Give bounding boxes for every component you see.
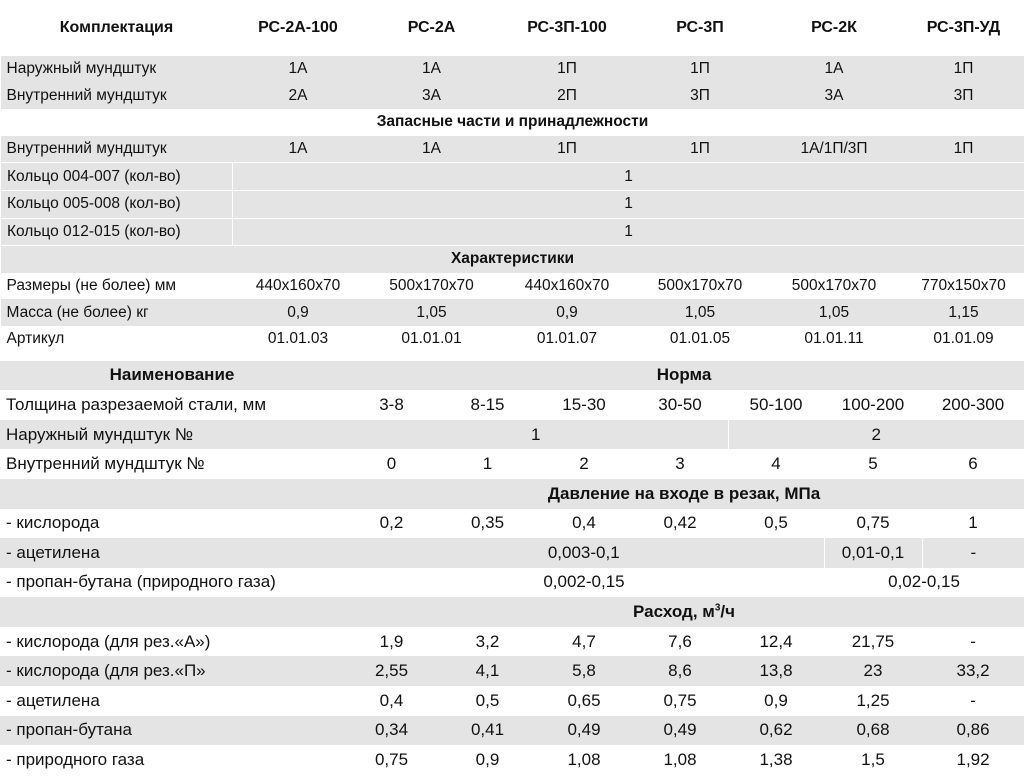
cell: 7,6	[668, 631, 692, 651]
cell: 01.01.01	[401, 330, 462, 348]
cell: 2	[871, 424, 882, 444]
cell: 1,38	[759, 750, 793, 770]
cell: 0,5	[764, 513, 788, 533]
cell: 1	[233, 163, 1024, 191]
cell: 1П	[953, 140, 974, 158]
cell: 0	[386, 454, 397, 474]
cell: 8-15	[470, 394, 505, 414]
row-label: Кольцо 004-007 (кол-во)	[1, 163, 233, 191]
cell: 1	[482, 454, 493, 474]
cell: 0,9	[475, 750, 500, 770]
cell: 33,2	[956, 661, 990, 681]
row-label: Наружный мундштук №	[6, 424, 194, 444]
table-row	[0, 361, 1024, 391]
cell: 1,05	[684, 303, 716, 321]
cell: 500х170х70	[389, 277, 474, 295]
table-row	[1, 83, 1024, 110]
cell: 1П	[953, 60, 974, 78]
table-row	[0, 656, 1024, 686]
cell: 4,1	[475, 661, 500, 681]
cell: 3А	[422, 86, 441, 104]
blank-cell	[0, 597, 344, 627]
table-row	[1, 273, 1024, 300]
cell: 0,9	[287, 303, 309, 321]
cell: 1А	[288, 140, 308, 158]
row-label: - ацетилена	[6, 542, 100, 562]
row-label: Внутренний мундштук	[6, 140, 167, 158]
cell: 770х150х70	[921, 277, 1006, 295]
cutting-parameters-table	[0, 361, 1024, 775]
cell: 3П	[953, 86, 974, 104]
table-row	[1, 218, 1024, 246]
cell: 3А	[824, 86, 844, 104]
cell: 100-200	[841, 394, 905, 414]
row-label: Наружный мундштук	[6, 60, 157, 78]
row-label: Толщина разрезаемой стали, мм	[6, 394, 267, 414]
table-row	[0, 449, 1024, 479]
cell: 200-300	[941, 394, 1005, 414]
cell: 0,9	[556, 303, 578, 321]
table-row	[1, 163, 1024, 191]
equipment-table	[0, 0, 1024, 353]
cell: 3-8	[379, 394, 404, 414]
section-title-spare-parts: Запасные части и принадлежности	[376, 113, 649, 131]
cell: 12,4	[759, 631, 793, 651]
table-gap	[0, 353, 1024, 361]
cell: 1,08	[567, 750, 601, 770]
norm-header: Норма	[656, 365, 712, 385]
table-row	[0, 745, 1024, 775]
cell: 30-50	[658, 394, 702, 414]
cell: 01.01.09	[933, 330, 994, 348]
cell: 01.01.11	[804, 330, 864, 348]
cell: 0,68	[856, 720, 890, 740]
cell: 1,92	[956, 750, 990, 770]
cell: 3	[675, 454, 685, 474]
flow-header-sup: 3	[714, 602, 721, 614]
cell: 0,2	[379, 513, 404, 533]
blank-cell	[0, 479, 344, 509]
cell: 0,4	[572, 513, 596, 533]
cell: 1П	[557, 60, 577, 78]
cell: 0,75	[663, 690, 697, 710]
row-label: Кольцо 012-015 (кол-во)	[1, 218, 233, 246]
table-row	[0, 686, 1024, 716]
row-label: Масса (не более) кг	[6, 303, 149, 321]
cell: 0,003-0,1	[344, 538, 824, 568]
table-row	[1, 190, 1024, 218]
flow-header	[344, 597, 1024, 627]
cell: 0,002-0,15	[543, 572, 625, 592]
cell: 2	[579, 454, 589, 474]
name-header: Наименование	[109, 365, 235, 385]
row-label: - кислорода	[6, 513, 100, 533]
cell: 1,08	[663, 750, 697, 770]
cell: 0,75	[374, 750, 409, 770]
cell: 4,7	[572, 631, 596, 651]
table-row	[0, 538, 1024, 568]
table-row	[0, 716, 1024, 746]
cell: 0,62	[759, 720, 793, 740]
row-label: - пропан-бутана (природного газа)	[6, 572, 276, 592]
table-row	[0, 568, 1024, 598]
row-label: Размеры (не более) мм	[6, 277, 177, 295]
cell: 0,34	[374, 720, 409, 740]
model-header: РС-3П-100	[527, 19, 607, 36]
table-row	[0, 509, 1024, 539]
cell: 5	[868, 454, 878, 474]
col-header-complete-set: Комплектация	[59, 19, 174, 36]
flow-header-main: Расход, м	[633, 602, 715, 622]
table-row	[1, 299, 1024, 326]
section-row	[1, 109, 1024, 136]
cell: 0,4	[379, 690, 404, 710]
table-row	[1, 326, 1024, 353]
cell: 1П	[557, 140, 577, 158]
section-row	[0, 597, 1024, 627]
cell: 1,15	[948, 303, 979, 321]
cell: 1А	[422, 140, 441, 158]
cell: -	[970, 690, 976, 710]
cell: 0,65	[567, 690, 601, 710]
table-row	[1, 56, 1024, 83]
cell: 6	[968, 454, 978, 474]
cell: 1П	[690, 140, 710, 158]
cell: -	[970, 542, 977, 562]
cell: 23	[863, 661, 883, 681]
cell: 3П	[690, 86, 710, 104]
cell: 0,02-0,15	[888, 572, 960, 592]
cell: 4	[771, 454, 781, 474]
cell: 2П	[557, 86, 577, 104]
cell: 0,01-0,1	[824, 538, 922, 568]
cell: 0,9	[764, 690, 788, 710]
row-label: Кольцо 005-008 (кол-во)	[1, 190, 233, 218]
cell: 50-100	[749, 394, 803, 414]
row-label: Внутренний мундштук №	[6, 454, 205, 474]
cell: 440х160х70	[255, 277, 341, 295]
section-row	[1, 246, 1024, 273]
model-header: РС-2А	[407, 19, 456, 36]
table-row	[0, 390, 1024, 420]
cell: 1	[344, 420, 728, 450]
table-row	[1, 136, 1024, 163]
model-header: РС-2К	[811, 19, 857, 36]
cell: 500х170х70	[791, 277, 877, 295]
cell: 01.01.05	[669, 330, 731, 348]
table-row	[0, 627, 1024, 657]
cell: 15-30	[562, 394, 606, 414]
cell: 1А	[288, 60, 308, 78]
model-header: РС-2А-100	[258, 19, 338, 36]
row-label: - ацетилена	[6, 690, 100, 710]
cell: 0,49	[567, 720, 601, 740]
cell: 1А/1П/3П	[800, 140, 868, 158]
cell: -	[970, 631, 976, 651]
cell: 1П	[690, 60, 710, 78]
cell: 500х170х70	[657, 277, 743, 295]
flow-header-tail: /ч	[720, 602, 736, 622]
cell: 1	[968, 513, 978, 533]
model-header: РС-3П-УД	[926, 19, 1001, 36]
pressure-header: Давление на входе в резак, МПа	[547, 483, 821, 503]
cell: 2А	[288, 86, 308, 104]
section-row	[0, 479, 1024, 509]
cell: 440х160х70	[524, 277, 610, 295]
row-label: Артикул	[6, 330, 65, 348]
section-title-specs: Характеристики	[450, 250, 575, 268]
cell: 13,8	[759, 661, 793, 681]
cell: 0,49	[663, 720, 697, 740]
cell: 1А	[824, 60, 844, 78]
cell: 1,05	[416, 303, 447, 321]
cell: 01.01.07	[536, 330, 598, 348]
table-row	[0, 420, 1024, 450]
row-label: - кислорода (для рез.«А»)	[6, 631, 211, 651]
cell: 1,05	[818, 303, 850, 321]
cell: 0,42	[663, 513, 697, 533]
model-header: РС-3П	[676, 19, 724, 36]
cell: 1,5	[861, 750, 885, 770]
row-label: - природного газа	[6, 750, 145, 770]
cell: 8,6	[668, 661, 692, 681]
cell: 0,86	[956, 720, 990, 740]
cell: 1А	[422, 60, 441, 78]
row-label: - пропан-бутана	[6, 720, 132, 740]
cell: 21,75	[851, 631, 895, 651]
row-label: Внутренний мундштук	[6, 86, 167, 104]
cell: 3,2	[475, 631, 500, 651]
cell: 1,9	[379, 631, 404, 651]
cell: 2,55	[374, 661, 409, 681]
row-label: - кислорода (для рез.«П»	[6, 661, 206, 681]
cell: 01.01.03	[267, 330, 329, 348]
cell: 5,8	[572, 661, 596, 681]
cell: 0,75	[856, 513, 890, 533]
cell: 0,35	[470, 513, 505, 533]
cell: 1,25	[856, 690, 890, 710]
cell: 0,5	[475, 690, 500, 710]
cell: 0,41	[470, 720, 505, 740]
cell: 1	[233, 190, 1024, 218]
cell: 1	[233, 218, 1024, 246]
